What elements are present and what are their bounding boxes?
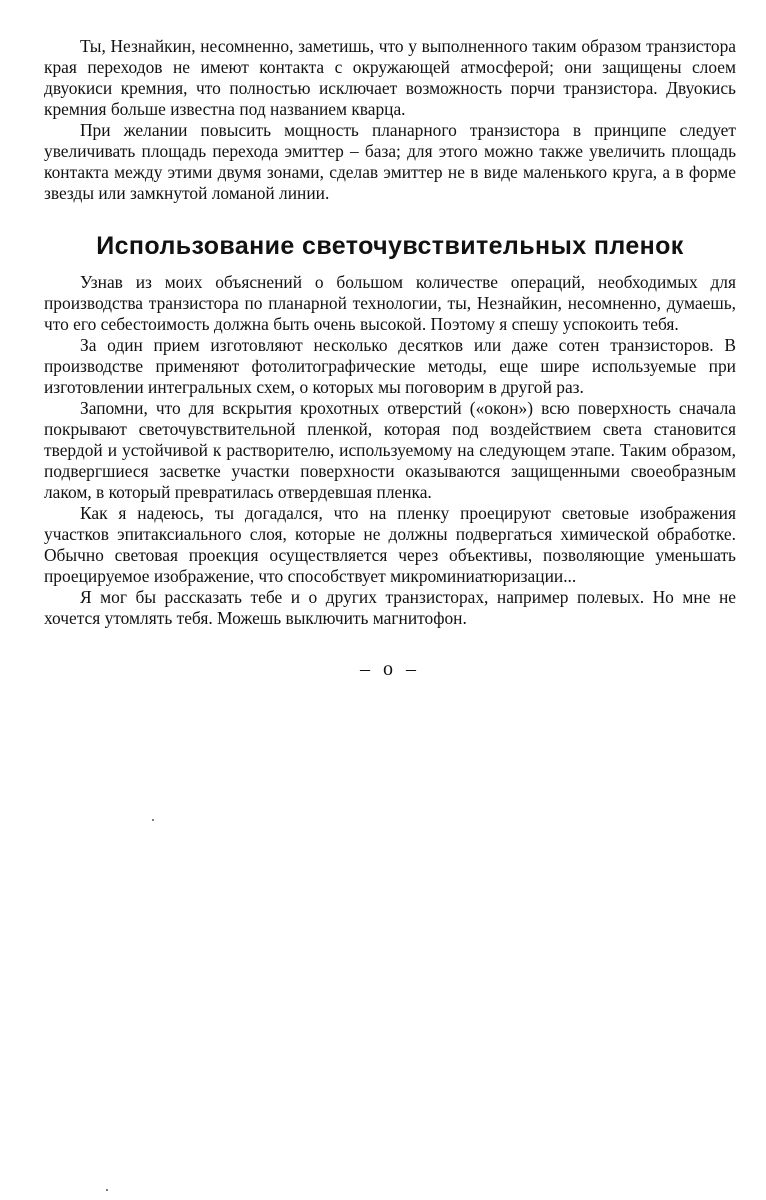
section-end-separator: – о – <box>360 658 420 680</box>
section-paragraph-3: Запомни, что для вскрытия крохотных отверстий («окон») всю поверхность сначала покрывают светочувствительной пленкой, которая под воздействием света становится твердой и устойчивой к растворителю, используемому на следующем этапе. Таким образом, подвергшиеся засветке участки поверхности оказываются защищенными своеобразным лаком, в который превратилась отвердевшая пленка. <box>44 398 736 502</box>
page-body <box>44 36 736 681</box>
section-paragraph-4: Как я надеюсь, ты догадался, что на пленку проецируют световые изображения участков эпитаксиального слоя, которые не должны подвергаться химической обработке. Обычно световая проекция осуществляется через объективы, позволяющие уменьшать проецируемое изображение, что способствует микроминиатюризации... <box>44 503 736 586</box>
scan-speck <box>106 1189 108 1191</box>
intro-paragraph-1: Ты, Незнайкин, несомненно, заметишь, что у выполненного таким образом транзистора края переходов не имеют контакта с окружающей атмосферой; они защищены слоем двуокиси кремния, что полностью исключает возможность порчи транзистора. Двуокись кремния больше известна под названием кварца. <box>44 36 736 119</box>
section-paragraph-2: За один прием изготовляют несколько десятков или даже сотен транзисторов. В производстве применяют фотолитографические методы, еще шире используемые при изготовлении интегральных схем, о которых мы поговорим в другой раз. <box>44 335 736 397</box>
scan-speck <box>152 819 154 821</box>
section-heading: Использование светочувствительных пленок <box>96 232 684 260</box>
intro-paragraph-2: При желании повысить мощность планарного транзистора в принципе следует увеличивать площадь перехода эмиттер – база; для этого можно также увеличить площадь контакта между этими двумя зонами, сделав эмиттер не в виде маленького круга, а в форме звезды или замкнутой ломаной линии. <box>44 120 736 203</box>
section-paragraph-1: Узнав из моих объяснений о большом количестве операций, необходимых для производства транзистора по планарной технологии, ты, Незнайкин, несомненно, думаешь, что его себестоимость должна быть очень высокой. Поэтому я спешу успокоить тебя. <box>44 272 736 334</box>
section-paragraph-5: Я мог бы рассказать тебе и о других транзисторах, например полевых. Но мне не хочется утомлять тебя. Можешь выключить магнитофон. <box>44 587 736 628</box>
